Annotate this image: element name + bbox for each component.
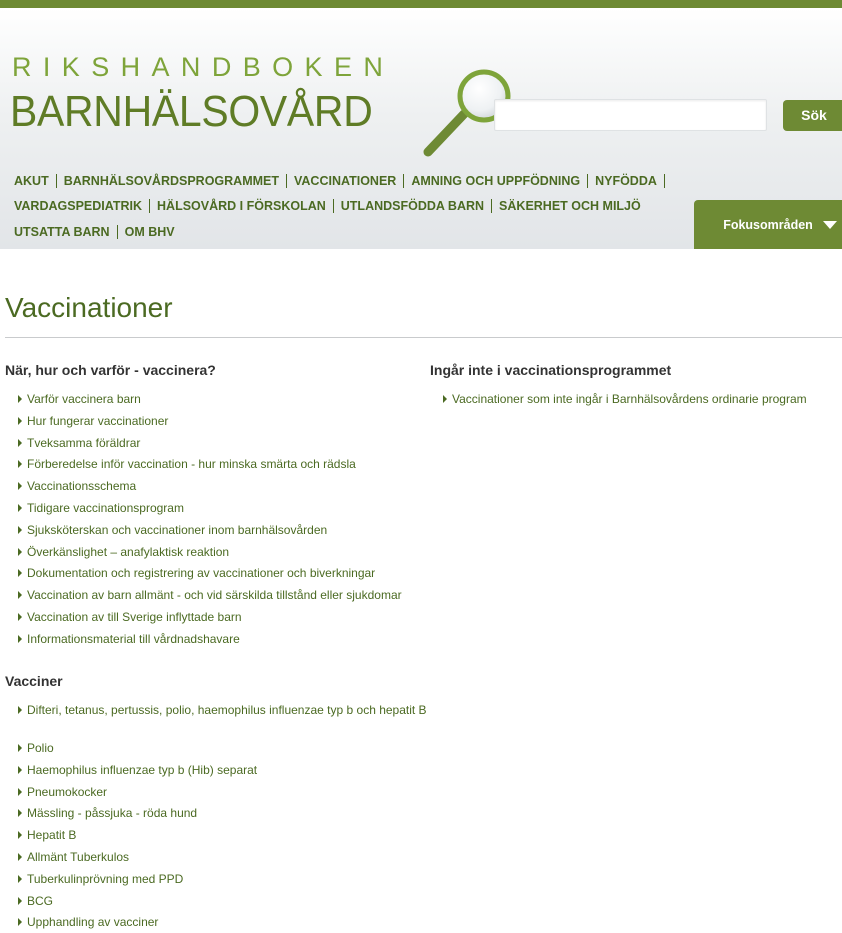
arrow-right-icon [18, 439, 22, 447]
link-text[interactable]: Förberedelse inför vaccination - hur minska smärta och rädsla [27, 457, 356, 472]
link-text[interactable]: BCG [27, 893, 54, 908]
list-item[interactable] [18, 632, 402, 654]
arrow-right-icon [18, 635, 22, 643]
nav-row [7, 168, 687, 194]
list-item[interactable] [18, 850, 427, 872]
link-text[interactable]: Varför vaccinera barn [27, 392, 141, 406]
nav-row [7, 219, 687, 245]
list-item[interactable] [18, 545, 402, 567]
site-logo-top[interactable]: RIKSHANDBOKEN [12, 52, 395, 82]
top-accent-bar [0, 0, 842, 8]
list-item[interactable] [18, 479, 402, 501]
search-button[interactable]: Sök [783, 100, 842, 131]
nav-item-vaccinationer[interactable]: VACCINATIONER [287, 174, 404, 188]
focus-areas-tab[interactable] [694, 200, 842, 249]
list-item[interactable] [18, 566, 402, 588]
arrow-right-icon [18, 548, 22, 556]
list-item[interactable] [18, 436, 402, 458]
arrow-right-icon [443, 395, 447, 403]
link-text[interactable]: Tuberkulinprövning med PPD [27, 871, 184, 886]
link-text[interactable]: Vaccinationer som inte ingår i Barnhälsovårdens ordinarie program [452, 392, 807, 406]
link-text[interactable]: Vaccination av till Sverige inflyttade barn [27, 609, 242, 624]
link-list-not-included [443, 392, 807, 414]
nav-item-vardagspediatrik[interactable]: VARDAGSPEDIATRIK [7, 199, 150, 213]
arrow-right-icon [18, 569, 22, 577]
arrow-right-icon [18, 591, 22, 599]
caret-down-icon [823, 221, 837, 229]
link-text[interactable]: Dokumentation och registrering av vaccinationer och biverkningar [27, 566, 376, 581]
nav-item-om-bhv[interactable]: OM BHV [124, 224, 175, 239]
nav-item-nyfodda[interactable]: NYFÖDDA [588, 174, 665, 188]
arrow-right-icon [18, 809, 22, 817]
list-item[interactable] [18, 523, 402, 545]
arrow-right-icon [18, 897, 22, 905]
link-text[interactable]: Polio [27, 741, 54, 755]
link-text[interactable]: Haemophilus influenzae typ b (Hib) separat [27, 762, 258, 777]
link-list-vaccines [18, 703, 427, 933]
list-item[interactable] [18, 457, 402, 479]
list-item[interactable] [18, 501, 402, 523]
list-item[interactable] [18, 915, 427, 933]
arrow-right-icon [18, 706, 22, 714]
focus-areas-label: Fokusområden [723, 217, 813, 232]
nav-item-sakerhet-miljo[interactable]: SÄKERHET OCH MILJÖ [499, 199, 641, 214]
arrow-right-icon [18, 875, 22, 883]
list-item[interactable] [18, 703, 427, 741]
list-item[interactable] [18, 828, 427, 850]
section-title-why: När, hur och varför - vaccinera? [5, 362, 216, 378]
list-item[interactable] [443, 392, 807, 414]
list-item[interactable] [18, 610, 402, 632]
arrow-right-icon [18, 460, 22, 468]
main-navigation [7, 168, 687, 245]
arrow-right-icon [18, 417, 22, 425]
list-item[interactable] [18, 785, 427, 807]
list-item[interactable] [18, 588, 402, 610]
link-text[interactable]: Upphandling av vacciner [27, 915, 159, 930]
list-item[interactable] [18, 806, 427, 828]
list-item[interactable] [18, 763, 427, 785]
link-list-why [18, 392, 402, 654]
link-text[interactable]: Pneumokocker [27, 784, 108, 799]
nav-item-akut[interactable]: AKUT [7, 174, 57, 188]
arrow-right-icon [18, 504, 22, 512]
nav-row [7, 194, 687, 220]
link-text[interactable]: Allmänt Tuberkulos [27, 849, 130, 864]
arrow-right-icon [18, 744, 22, 752]
arrow-right-icon [18, 482, 22, 490]
link-text[interactable]: Difteri, tetanus, pertussis, polio, haemophilus influenzae typ b och hepatit B [27, 703, 427, 717]
title-divider [5, 337, 842, 338]
link-text[interactable]: Informationsmaterial till vårdnadshavare [27, 631, 240, 646]
arrow-right-icon [18, 613, 22, 621]
link-text[interactable]: Sjuksköterskan och vaccinationer inom barnhälsovården [27, 522, 328, 537]
site-logo-bottom[interactable]: BARNHÄLSOVÅRD [10, 87, 373, 136]
arrow-right-icon [18, 788, 22, 796]
link-text[interactable]: Tveksamma föräldrar [27, 435, 141, 450]
arrow-right-icon [18, 395, 22, 403]
list-item[interactable] [18, 741, 427, 763]
link-text[interactable]: Överkänslighet – anafylaktisk reaktion [27, 544, 230, 559]
link-text[interactable]: Vaccinationsschema [27, 479, 137, 494]
nav-item-halsovard-forskolan[interactable]: HÄLSOVÅRD I FÖRSKOLAN [150, 199, 334, 213]
page-title: Vaccinationer [5, 292, 173, 323]
search-input[interactable] [494, 99, 767, 131]
arrow-right-icon [18, 526, 22, 534]
arrow-right-icon [18, 918, 22, 926]
link-text[interactable]: Tidigare vaccinationsprogram [27, 500, 184, 515]
nav-item-utsatta-barn[interactable]: UTSATTA BARN [7, 225, 118, 239]
arrow-right-icon [18, 766, 22, 774]
list-item[interactable] [18, 414, 402, 436]
link-text[interactable]: Hepatit B [27, 828, 77, 843]
nav-item-barnhalsovardsprogrammet[interactable]: BARNHÄLSOVÅRDSPROGRAMMET [57, 174, 287, 188]
nav-item-utlandsfodda-barn[interactable]: UTLANDSFÖDDA BARN [334, 199, 492, 213]
nav-item-amning[interactable]: AMNING OCH UPPFÖDNING [404, 174, 588, 188]
section-title-vaccines: Vacciner [5, 673, 63, 689]
link-text[interactable]: Hur fungerar vaccinationer [27, 413, 169, 428]
arrow-right-icon [18, 831, 22, 839]
link-text[interactable]: Mässling - påssjuka - röda hund [27, 806, 198, 821]
list-item[interactable] [18, 392, 402, 414]
link-text[interactable]: Vaccination av barn allmänt - och vid särskilda tillstånd eller sjukdomar [27, 588, 402, 603]
list-item[interactable] [18, 872, 427, 894]
section-title-not-included: Ingår inte i vaccinationsprogrammet [430, 362, 672, 378]
arrow-right-icon [18, 853, 22, 861]
list-item[interactable] [18, 894, 427, 916]
